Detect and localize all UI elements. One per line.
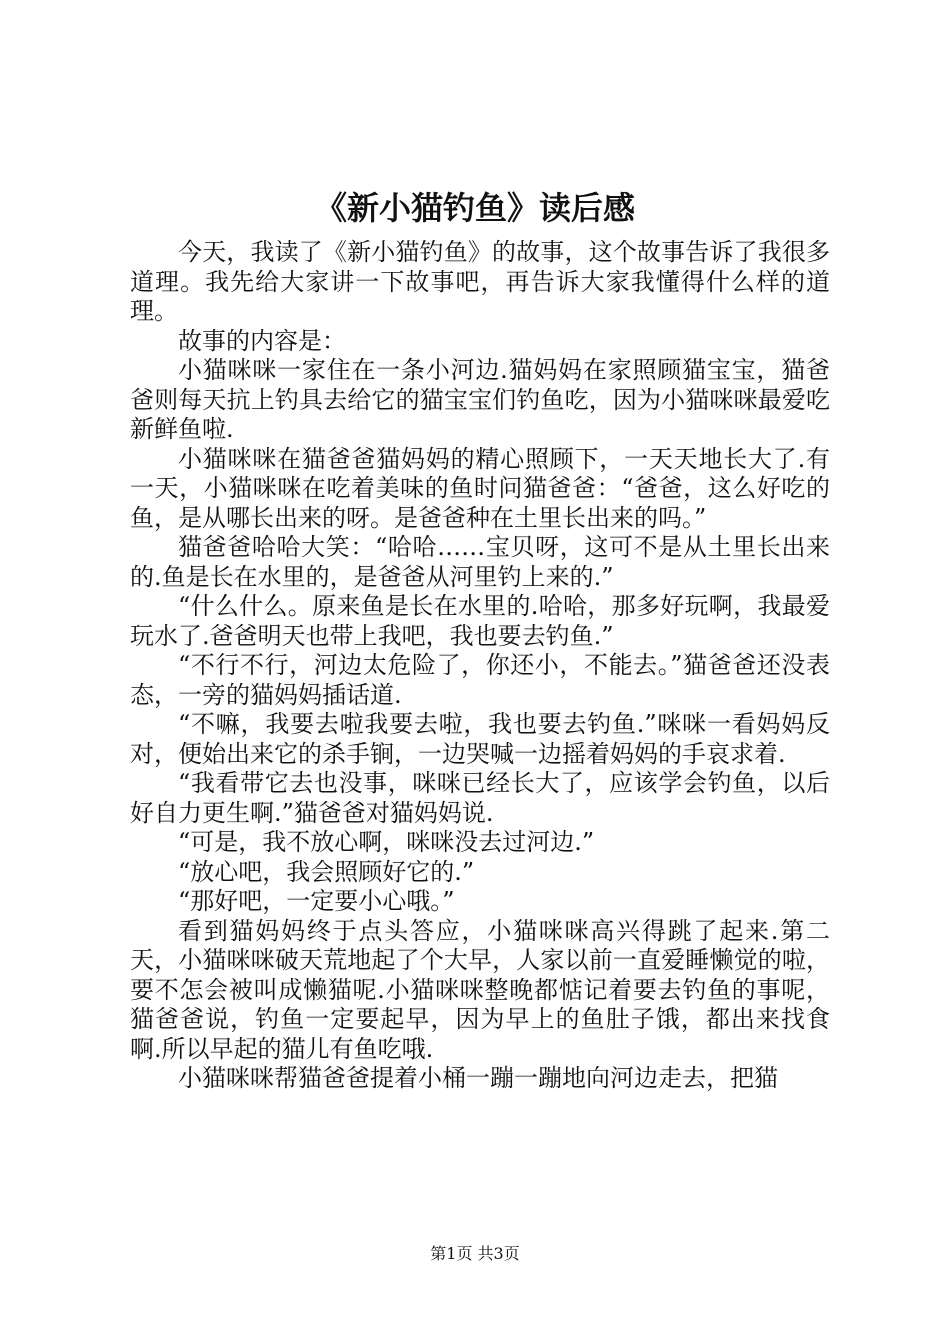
paragraph: “我看带它去也没事，咪咪已经长大了，应该学会钓鱼，以后好自力更生啊.”猫爸爸对猫妈妈说. (130, 769, 830, 827)
paragraph: 小猫咪咪一家住在一条小河边.猫妈妈在家照顾猫宝宝，猫爸爸则每天抗上钓具去给它的猫宝宝们钓鱼吃，因为小猫咪咪最爱吃新鲜鱼啦. (130, 356, 830, 443)
paragraph: 故事的内容是： (178, 326, 346, 355)
paragraph: “那好吧，一定要小心哦。” (178, 887, 455, 915)
paragraph: “什么什么。原来鱼是长在水里的.哈哈，那多好玩啊，我最爱玩水了.爸爸明天也带上我吧，我也要去钓鱼.” (130, 592, 830, 650)
paragraph: “不行不行，河边太危险了，你还小，不能去。”猫爸爸还没表态，一旁的猫妈妈插话道. (130, 651, 830, 709)
paragraph: 看到猫妈妈终于点头答应，小猫咪咪高兴得跳了起来.第二天，小猫咪咪破天荒地起了个大早，人家以前一直爱睡懒觉的啦，要不怎会被叫成懒猫呢.小猫咪咪整晚都惦记着要去钓鱼的事呢，猫爸爸说，钓鱼一定要起早，因为早上的鱼肚子饿，都出来找食啊.所以早起的猫儿有鱼吃哦. (130, 916, 830, 1063)
document-title: 《新小猫钓鱼》读后感 (314, 189, 635, 227)
paragraph: 小猫咪咪帮猫爸爸提着小桶一蹦一蹦地向河边走去，把猫 (178, 1064, 778, 1092)
paragraph: “不嘛，我要去啦我要去啦，我也要去钓鱼.”咪咪一看妈妈反对，便始出来它的杀手锏，一边哭喊一边摇着妈妈的手哀求着. (130, 710, 830, 768)
page-number-footer: 第1页 共3页 (430, 1244, 520, 1263)
paragraph: 小猫咪咪在猫爸爸猫妈妈的精心照顾下，一天天地长大了.有一天，小猫咪咪在吃着美味的鱼时问猫爸爸：“爸爸，这么好吃的鱼，是从哪长出来的呀。是爸爸种在土里长出来的吗。” (130, 444, 830, 532)
paragraph: “放心吧，我会照顾好它的.” (178, 857, 475, 886)
paragraph: 今天，我读了《新小猫钓鱼》的故事，这个故事告诉了我很多道理。我先给大家讲一下故事吧，再告诉大家我懂得什么样的道理。 (130, 238, 830, 325)
paragraph: 猫爸爸哈哈大笑：“哈哈……宝贝呀，这可不是从土里长出来的.鱼是长在水里的，是爸爸从河里钓上来的.” (130, 533, 830, 591)
paragraph: “可是，我不放心啊，咪咪没去过河边.” (178, 828, 595, 856)
document-body (130, 238, 830, 1094)
